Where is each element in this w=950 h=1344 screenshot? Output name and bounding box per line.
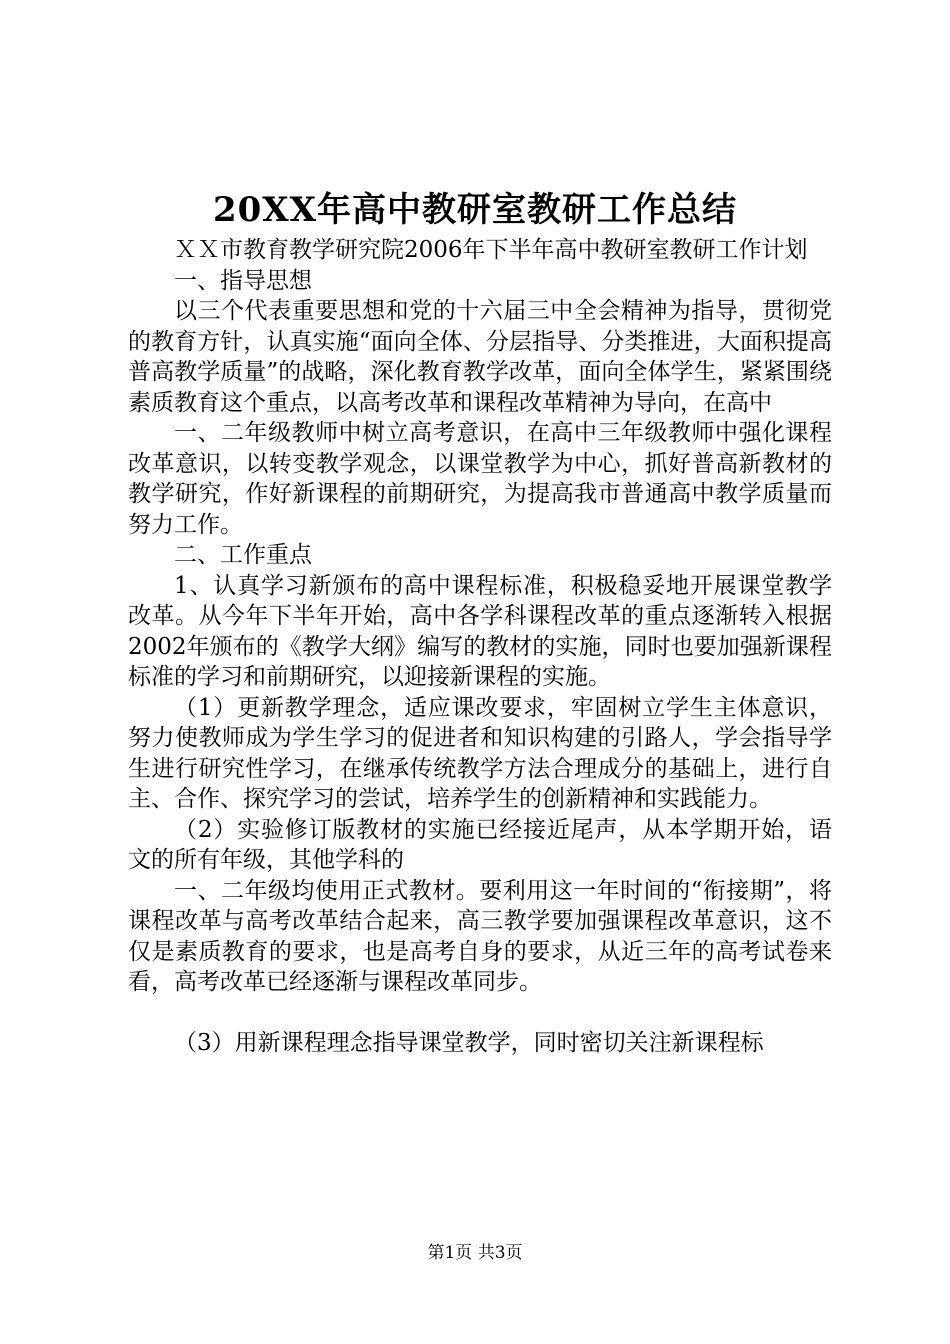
document-title: 20XX年高中教研室教研工作总结 <box>212 190 738 230</box>
paragraph-plan-heading: ＸＸ市教育教学研究院2006年下半年高中教研室教研工作计划 <box>174 237 808 263</box>
paragraph-grade-awareness: 一、二年级教师中树立高考意识，在高中三年级教师中强化课程改革意识，以转变教学观念，以课堂教学为中心，抓好普高新教材的教学研究，作好新课程的前期研究，为提高我市普通高中教学质量而努力工作。 <box>128 420 832 538</box>
page-footer: 第1页 共3页 <box>427 1243 523 1263</box>
paragraph-subitem-2: （2）实验修订版教材的实施已经接近尾声，从本学期开始，语文的所有年级，其他学科的 <box>128 816 832 873</box>
paragraph-subitem-3: （3）用新课程理念指导课堂教学，同时密切关注新课程标 <box>174 1029 764 1056</box>
document-body <box>128 235 832 1058</box>
section-heading-work-focus: 二、工作重点 <box>174 542 312 568</box>
paragraph-subitem-2-continued: 一、二年级均使用正式教材。要利用这一年时间的“衔接期”，将课程改革与高考改革结合起来，高三教学要加强课程改革意识，这不仅是素质教育的要求，也是高考自身的要求，从近三年的高考试卷来看，高考改革已经逐渐与课程改革同步。 <box>128 877 832 995</box>
paragraph-item-1: 1、认真学习新颁布的高中课程标准，积极稳妥地开展课堂教学改革。从今年下半年开始，高中各学科课程改革的重点逐渐转入根据2002年颁布的《教学大纲》编写的教材的实施，同时也要加强新课程标准的学习和前期研究，以迎接新课程的实施。 <box>128 572 832 690</box>
paragraph-subitem-1: （1）更新教学理念，适应课改要求，牢固树立学生主体意识，努力使教师成为学生学习的促进者和知识构建的引路人，学会指导学生进行研究性学习，在继承传统教学方法合理成分的基础上，进行自主、合作、探究学习的尝试，培养学生的创新精神和实践能力。 <box>128 694 832 812</box>
section-heading-guiding-thought: 一、指导思想 <box>174 267 312 294</box>
paragraph-guiding-thought: 以三个代表重要思想和党的十六届三中全会精神为指导，贯彻党的教育方针，认真实施“面向全体、分层指导、分类推进，大面积提高普高教学质量”的战略，深化教育教学改革，面向全体学生，紧紧围绕素质教育这个重点，以高考改革和课程改革精神为导向，在高中 <box>128 298 832 416</box>
